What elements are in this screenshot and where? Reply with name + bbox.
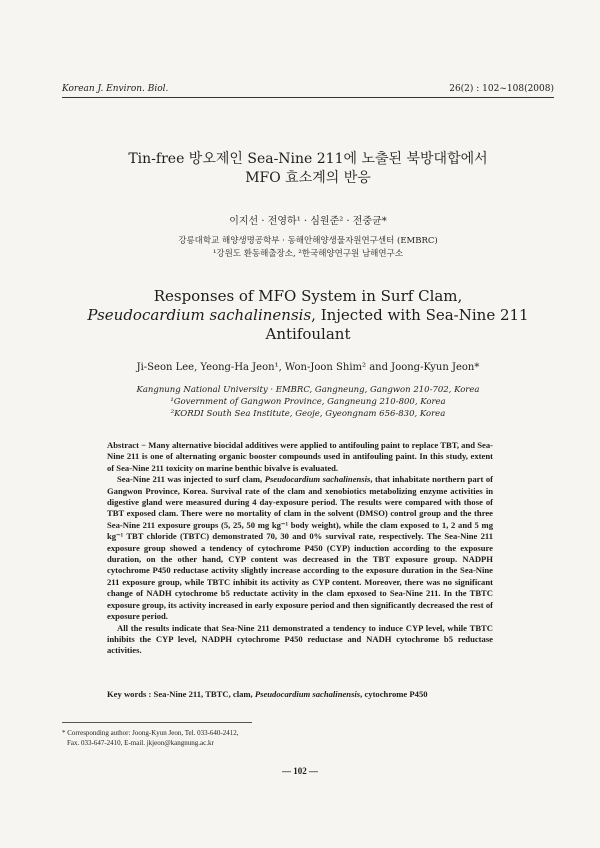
english-affiliation-3: ²KORDI South Sea Institute, Geoje, Gyeongnam 656-830, Korea [170, 409, 446, 419]
running-header [62, 84, 554, 94]
english-title-line2 [62, 306, 554, 325]
journal-citation: 26(2) : 102~108(2008) [449, 84, 554, 94]
abstract-paragraph-1: Abstract − Many alternative biocidal additives were applied to antifouling paint to replace TBT, and Sea-Nine 211 is one of alternating organic booster compounds used in antifouling paint. In this study, extent of Sea-Nine 211 toxicity on marine benthic bivalve is evaluated. [107, 440, 493, 473]
korean-affiliation-2: ¹강원도 환동해출장소, ²한국해양연구원 남해연구소 [212, 249, 404, 259]
keywords [107, 689, 493, 699]
species-name: Pseudocardium sachalinensis [87, 306, 312, 324]
page-number: — 102 — [282, 766, 318, 776]
header-rule [62, 97, 554, 98]
keywords-label: Key words : [107, 689, 154, 699]
footnote-line1: * Corresponding author: Joong-Kyun Jeon, Tel. 033-640-2412, [62, 729, 239, 737]
english-affiliation-1: Kangnung National University · EMBRC, Gangneung, Gangwon 210-702, Korea [136, 385, 480, 395]
korean-title-line1: Tin-free 방오제인 Sea-Nine 211에 노출된 북방대합에서 [128, 151, 488, 167]
abstract [107, 440, 493, 657]
english-affiliation-2: ¹Government of Gangwon Province, Gangneung 210-800, Korea [170, 397, 446, 407]
english-title-line2-rest: , Injected with Sea-Nine 211 [311, 306, 529, 324]
abstract-p2-part-a: Sea-Nine 211 was injected to surf clam, [117, 474, 265, 485]
english-authors: Ji-Seon Lee, Yeong-Ha Jeon¹, Won-Joon Shim² and Joong-Kyun Jeon* [136, 362, 480, 373]
korean-affiliation-1: 강릉대학교 해양생명공학부 · 동해안해양생물자원연구센터 (EMBRC) [178, 236, 438, 246]
korean-authors: 이지선 · 전영하¹ · 심원준² · 전중균* [229, 216, 387, 227]
keywords-species: Pseudocardium sachalinensis [254, 689, 361, 699]
korean-affiliations [62, 235, 554, 261]
abstract-p2-part-b: , that inhabitate northern part of Gangwon Province, Korea. Survival rate of the clam and xenobiotics metabolizing enzyme activities in digestive gland were measured during 4 day-exposure period. The results were compared with those of TBT exposed clam. There were no mortality of clam in the solvent (DMSO) control group and the three Sea-Nine 211 exposure groups (5, 25, 50 mg kg⁻¹ body weight), while the clam exposed to 1, 2 and 5 mg kg⁻¹ TBT chloride (TBTC) demonstrated 70, 30 and 0% survival rate, respectively. The Sea-Nine 211 exposure group showed a tendency of cytochrome P450 (CYP) induction according to the exposure duration, on the other hand, CYP content was decreased in the TBT exposure group. NADPH cytochrome P450 reductase activity slightly increase according to the exposure duration in the Sea-Nine 211 exposure group, while TBTC inhibit its activity as CYP content. Moreover, there was no significant change of NADH cytochrome b5 reductate activity in the clam epxosed to Sea-Nine 211. In the TBTC exposure group, its activity increased in early exposure period and then significantly decreased the rest of exposure period. [107, 474, 494, 622]
keywords-plain-1: Sea-Nine 211, TBTC, clam, [153, 689, 255, 699]
keywords-plain-2: , cytochrome P450 [360, 689, 428, 699]
english-title-line1: Responses of MFO System in Surf Clam, [153, 287, 463, 305]
korean-title-line2: MFO 효소계의 반응 [245, 170, 371, 186]
abstract-paragraph-3: All the results indicate that Sea-Nine 211 demonstrated a tendency to induce CYP level, while TBTC inhibits the CYP level, NADPH cytochrome P450 reductase and NADH cytochrome b5 reductase activities. [107, 622, 493, 656]
footnote-rule [62, 722, 252, 723]
footnote-line2: Fax. 033-647-2410, E-mail. jkjeon@kangnung.ac.kr [67, 739, 214, 747]
english-affiliations [62, 384, 554, 420]
korean-title [62, 150, 554, 188]
corresponding-author-footnote [62, 728, 239, 748]
english-title [62, 287, 554, 344]
abstract-paragraph-2 [107, 474, 493, 622]
english-title-line3: Antifoulant [265, 325, 351, 343]
abstract-p2-species: Pseudocardium sachalinensis [264, 474, 371, 485]
journal-name: Korean J. Environ. Biol. [62, 84, 169, 94]
